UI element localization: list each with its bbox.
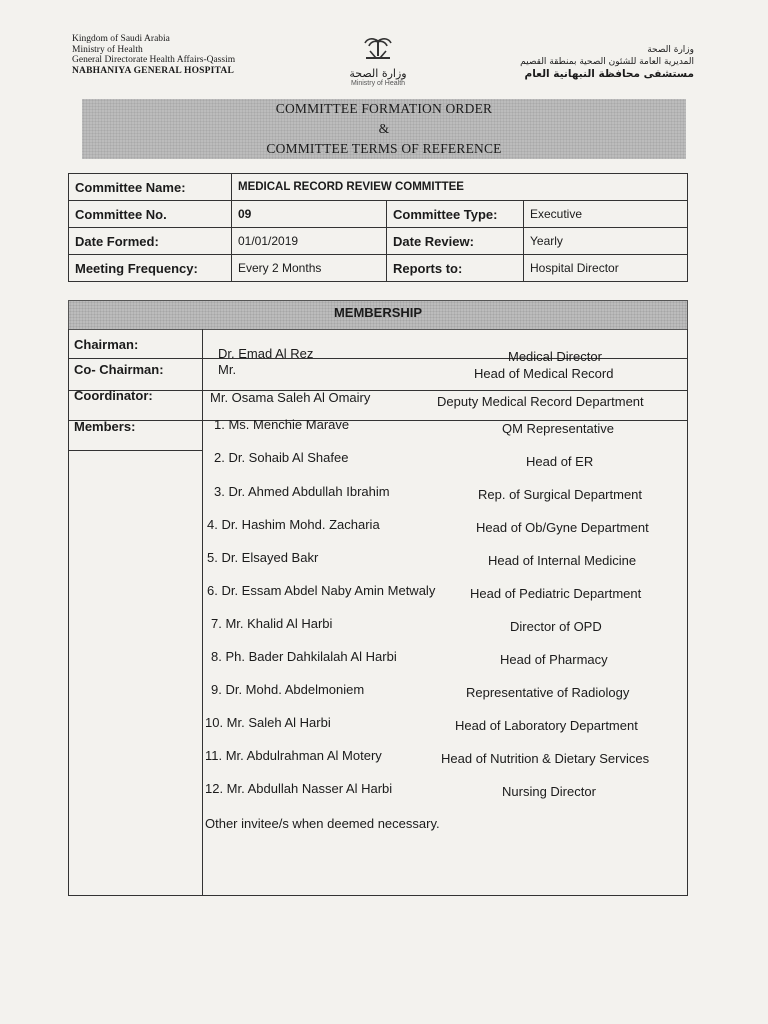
- membership-section: [68, 300, 688, 896]
- committee-type-value: Executive: [524, 201, 688, 228]
- coordinator-label: Coordinator:: [74, 388, 153, 403]
- header-en-line: Ministry of Health: [72, 44, 143, 55]
- member-name: 5. Dr. Elsayed Bakr: [207, 550, 319, 565]
- title-banner: [82, 99, 686, 159]
- member-role: Head of Laboratory Department: [455, 718, 638, 733]
- header-arabic: [520, 44, 694, 80]
- table-row: [69, 255, 688, 282]
- committee-no-value: 09: [232, 201, 387, 228]
- cochairman-role: Head of Medical Record: [474, 366, 614, 381]
- member-name: 2. Dr. Sohaib Al Shafee: [214, 450, 349, 465]
- meeting-frequency-value: Every 2 Months: [232, 255, 387, 282]
- other-invitees-note: Other invitee/s when deemed necessary.: [205, 816, 440, 831]
- coordinator-name: Mr. Osama Saleh Al Omairy: [210, 390, 371, 405]
- date-review-value: Yearly: [524, 228, 688, 255]
- member-role: Rep. of Surgical Department: [478, 487, 643, 502]
- banner-line-1: COMMITTEE FORMATION ORDER: [275, 101, 493, 116]
- table-row: [69, 174, 688, 201]
- committee-name-value: MEDICAL RECORD REVIEW COMMITTEE: [232, 174, 688, 201]
- reports-to-label: Reports to:: [387, 255, 524, 282]
- divider: [68, 450, 202, 451]
- divider: [68, 329, 69, 896]
- member-name: 7. Mr. Khalid Al Harbi: [211, 616, 333, 631]
- member-name: 12. Mr. Abdullah Nasser Al Harbi: [205, 781, 393, 796]
- table-row: [69, 228, 688, 255]
- member-name: 4. Dr. Hashim Mohd. Zacharia: [207, 517, 380, 532]
- committee-info-table: [68, 173, 688, 282]
- date-review-label: Date Review:: [387, 228, 524, 255]
- committee-name-label: Committee Name:: [69, 174, 232, 201]
- member-role: Head of ER: [526, 454, 594, 469]
- member-name: 10. Mr. Saleh Al Harbi: [205, 715, 331, 730]
- banner-line-2: &: [378, 121, 390, 136]
- palm-emblem-icon: [358, 34, 398, 64]
- member-role: Director of OPD: [510, 619, 602, 634]
- logo-english-text: Ministry of Health: [350, 80, 406, 87]
- header-hospital-name: NABHANIYA GENERAL HOSPITAL: [72, 65, 234, 76]
- committee-no-label: Committee No.: [69, 201, 232, 228]
- chairman-name: Dr. Emad Al Rez: [218, 346, 314, 361]
- cochairman-name: Mr.: [218, 362, 237, 377]
- member-name: 3. Dr. Ahmed Abdullah Ibrahim: [214, 484, 390, 499]
- header-ar-line: وزارة الصحة: [647, 45, 694, 55]
- member-name: 9. Dr. Mohd. Abdelmoniem: [211, 682, 365, 697]
- member-role: Head of Pharmacy: [500, 652, 608, 667]
- reports-to-value: Hospital Director: [524, 255, 688, 282]
- table-row: [69, 201, 688, 228]
- member-role: QM Representative: [502, 421, 614, 436]
- header-ar-line: المديرية العامة للشئون الصحية بمنطقة القصيم: [520, 57, 694, 67]
- ministry-logo: [338, 34, 418, 87]
- member-role: Representative of Radiology: [466, 685, 630, 700]
- member-role: Nursing Director: [502, 784, 596, 799]
- coordinator-role: Deputy Medical Record Department: [437, 394, 644, 409]
- divider: [687, 329, 688, 896]
- date-formed-label: Date Formed:: [69, 228, 232, 255]
- member-name: 11. Mr. Abdulrahman Al Motery: [205, 748, 382, 763]
- header-en-line: Kingdom of Saudi Arabia: [72, 34, 170, 44]
- header-ar-hospital: مستشفى محافظة النبهانية العام: [524, 68, 694, 80]
- member-role: Head of Pediatric Department: [470, 586, 642, 601]
- chairman-label: Chairman:: [74, 337, 139, 352]
- cochairman-label: Co- Chairman:: [74, 362, 164, 377]
- divider: [68, 390, 688, 391]
- member-role: Head of Ob/Gyne Department: [476, 520, 649, 535]
- header-english: [72, 34, 235, 76]
- meeting-frequency-label: Meeting Frequency:: [69, 255, 232, 282]
- members-label: Members:: [74, 419, 136, 434]
- banner-line-3: COMMITTEE TERMS OF REFERENCE: [266, 141, 502, 156]
- divider: [68, 895, 688, 896]
- member-role: Head of Nutrition & Dietary Services: [441, 751, 650, 766]
- chairman-role: Medical Director: [508, 349, 602, 364]
- header-en-line: General Directorate Health Affairs-Qassim: [72, 55, 236, 66]
- committee-type-label: Committee Type:: [387, 201, 524, 228]
- member-role: Head of Internal Medicine: [488, 553, 637, 568]
- member-name: 1. Ms. Menchie Marave: [214, 417, 350, 432]
- divider: [202, 329, 203, 896]
- member-name: 6. Dr. Essam Abdel Naby Amin Metwaly: [207, 583, 436, 598]
- member-name: 8. Ph. Bader Dahkilalah Al Harbi: [211, 649, 397, 664]
- membership-heading: MEMBERSHIP: [68, 300, 688, 330]
- logo-arabic-text: وزارة الصحة: [349, 67, 407, 80]
- date-formed-value: 01/01/2019: [232, 228, 387, 255]
